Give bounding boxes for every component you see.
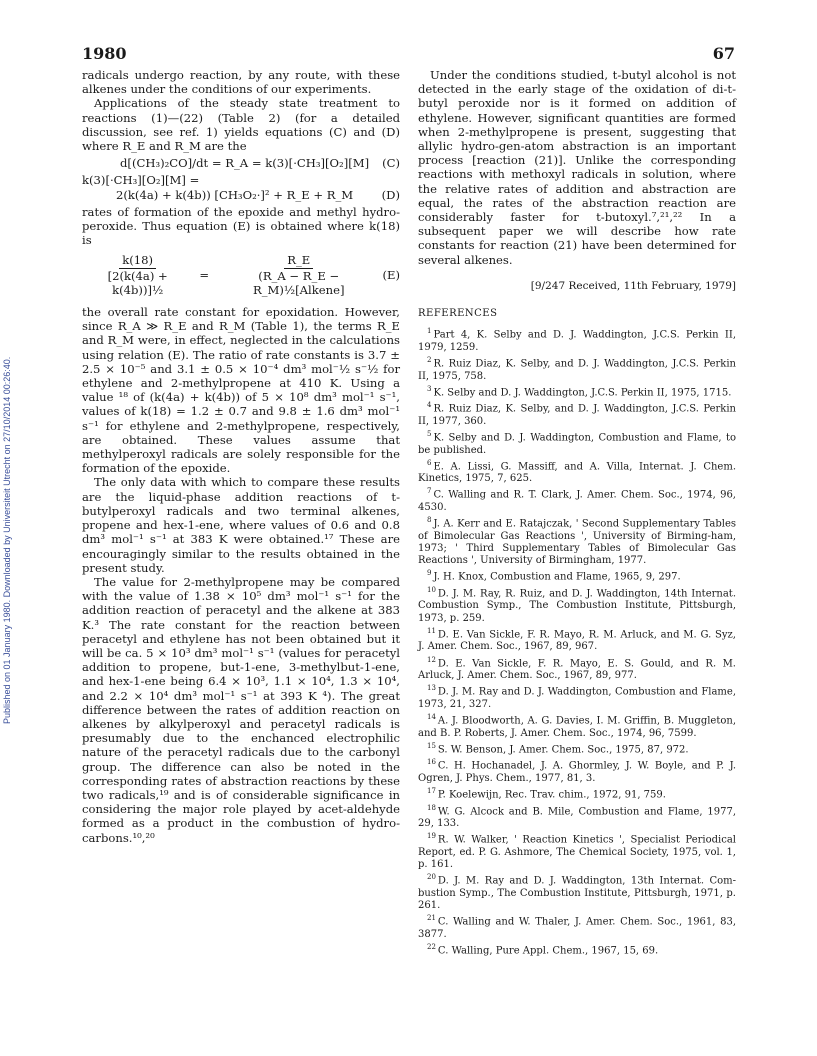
reference-text: K. Selby and D. J. Waddington, J.C.S. Perkin II, 1975, 1715. bbox=[433, 387, 732, 399]
equation-d bbox=[82, 173, 400, 201]
reference-text: R. W. Walker, ' Reaction Kinetics ', Specialist Periodical Report, ed. P. G. Ashmore, The Chemical Society, 1975, vol. 1, p. 161. bbox=[418, 834, 736, 870]
paragraph: rates of formation of the epoxide and methyl hydro-peroxide. Thus equation (E) is obtained where k(18) is bbox=[82, 204, 400, 248]
reference-number: 20 bbox=[427, 873, 436, 882]
reference-number: 1 bbox=[427, 327, 432, 336]
reference-item bbox=[418, 485, 736, 514]
reference-text: E. A. Lissi, G. Massiff, and A. Villa, Internat. J. Chem. Kinetics, 1975, 7, 625. bbox=[418, 461, 736, 485]
reference-text: P. Koelewijn, Rec. Trav. chim., 1972, 91, 759. bbox=[437, 789, 666, 801]
reference-item bbox=[418, 567, 736, 584]
reference-item bbox=[418, 871, 736, 912]
reference-item bbox=[418, 354, 736, 383]
equation-e bbox=[82, 253, 400, 297]
download-notice: Published on 01 January 1980. Downloaded by Universiteit Utrecht on 27/10/2014 00:26:40. bbox=[2, 356, 12, 724]
reference-item bbox=[418, 740, 736, 757]
reference-number: 5 bbox=[427, 429, 432, 438]
reference-number: 15 bbox=[427, 741, 436, 750]
reference-number: 8 bbox=[427, 516, 432, 525]
reference-text: J. A. Kerr and E. Ratajczak, ' Second Supplementary Tables of Bimolecular Gas Reactions ', University of Birming-ham, 1973; ' Third Supplementary Tables of Bimolecular Gas Reactions ', University of Birmingham, 1977. bbox=[418, 518, 736, 567]
reference-number: 22 bbox=[427, 942, 436, 951]
equation-c-label: (C) bbox=[382, 156, 400, 171]
paragraph: Applications of the steady state treatment to reactions (1)—(22) (Table 2) (for a detailed discussion, see ref. 1) yields equations (C) and (D) where R_E and R_M are the bbox=[82, 96, 400, 154]
reference-text: D. E. Van Sickle, F. R. Mayo, R. M. Arluck, and M. G. Syz, J. Amer. Chem. Soc., 1967, 89, 967. bbox=[418, 629, 736, 653]
reference-number: 6 bbox=[427, 458, 432, 467]
reference-text: A. J. Bloodworth, A. G. Davies, I. M. Griffin, B. Muggleton, and B. P. Roberts, J. Amer. Chem. Soc., 1974, 96, 7599. bbox=[418, 715, 736, 739]
equation-e-label: (E) bbox=[382, 268, 400, 283]
reference-item bbox=[418, 654, 736, 683]
reference-number: 21 bbox=[427, 914, 436, 923]
reference-item bbox=[418, 912, 736, 941]
reference-number: 7 bbox=[427, 487, 432, 496]
equation-e-lhs-denominator: [2(k(4a) + k(4b))]½ bbox=[107, 268, 168, 297]
reference-item bbox=[418, 830, 736, 871]
reference-item bbox=[418, 325, 736, 354]
right-column bbox=[418, 68, 736, 957]
equation-c-body: d[(CH₃)₂CO]/dt = R_A = k(3)[·CH₃][O₂][M] bbox=[120, 156, 370, 171]
reference-number: 3 bbox=[427, 384, 432, 393]
reference-item bbox=[418, 428, 736, 457]
equation-c bbox=[82, 156, 400, 170]
reference-item bbox=[418, 514, 736, 567]
equation-d-line1: k(3)[·CH₃][O₂][M] = bbox=[82, 173, 200, 188]
reference-item bbox=[418, 399, 736, 428]
reference-number: 4 bbox=[427, 401, 432, 410]
received-date: [9/247 Received, 11th February, 1979] bbox=[530, 279, 736, 292]
reference-item bbox=[418, 457, 736, 486]
equation-e-lhs bbox=[82, 253, 193, 297]
reference-text: D. J. M. Ray and D. J. Waddington, 13th Internat. Com-bustion Symp., The Combustion Institute, Pittsburgh, 1971, p. 261. bbox=[418, 875, 736, 911]
reference-number: 10 bbox=[427, 585, 436, 594]
reference-text: D. J. M. Ray, R. Ruiz, and D. J. Waddington, 14th Internat. Combustion Symp., The Combustion Institute, Pittsburgh, 1973, p. 259. bbox=[418, 588, 736, 624]
reference-number: 14 bbox=[427, 713, 436, 721]
reference-item bbox=[418, 941, 736, 958]
reference-number: 19 bbox=[427, 832, 436, 841]
equation-d-line2: 2(k(4a) + k(4b)) [CH₃O₂·]² + R_E + R_M bbox=[116, 187, 354, 202]
reference-number: 2 bbox=[427, 355, 432, 364]
reference-text: C. Walling and W. Thaler, J. Amer. Chem. Soc., 1961, 83, 3877. bbox=[418, 916, 736, 940]
references-heading: REFERENCES bbox=[418, 308, 498, 320]
header-year: 1980 bbox=[82, 44, 127, 63]
paragraph: Under the conditions studied, t-butyl alcohol is not detected in the early stage of the oxidation of di-t-butyl peroxide nor is it formed on addition of ethylene. However, significant quantities are formed when 2-methylpropene is present, suggesting that allylic hydro-gen-atom abstraction is an important process [reaction (21)]. Unlike the corresponding reactions with methoxyl radicals in solution, where the relative rates of addition and abstraction are equal, the rates of the abstraction reaction are considerably faster for t-butoxyl.⁷,²¹,²² In a subsequent paper we will describe how rate constants for reaction (21) have been determined for several alkenes. bbox=[418, 68, 736, 267]
download-sidebar bbox=[0, 0, 20, 1056]
paragraph: the overall rate constant for epoxidation. However, since R_A ≫ R_E and R_M (Table 1), the terms R_E and R_M were, in effect, neglected in the calculations using relation (E). The ratio of rate constants is 3.7 ± 2.5 × 10⁻⁵ and 3.1 ± 0.5 × 10⁻⁴ dm³ mol⁻½ s⁻½ for ethylene and 2-methylpropene at 410 K. Using a value ¹⁸ of (k(4a) + k(4b)) of 5 × 10⁸ dm³ mol⁻¹ s⁻¹, values of k(18) = 1.2 ± 0.7 and 9.8 ± 1.6 dm³ mol⁻¹ s⁻¹ for ethylene and 2-methylpropene, respectively, are obtained. These values assume that methylperoxyl radicals are solely responsible for the formation of the epoxide. bbox=[82, 305, 400, 476]
reference-item bbox=[418, 584, 736, 625]
reference-text: C. Walling and R. T. Clark, J. Amer. Chem. Soc., 1974, 96, 4530. bbox=[418, 489, 736, 513]
reference-text: C. Walling, Pure Appl. Chem., 1967, 15, 69. bbox=[437, 945, 659, 957]
reference-number: 11 bbox=[427, 626, 436, 635]
equation-d-label: (D) bbox=[381, 187, 400, 202]
left-column bbox=[82, 68, 400, 845]
paragraph: The value for 2-methylpropene may be compared with the value of 1.38 × 10⁵ dm³ mol⁻¹ s⁻¹ for the addition reaction of peracetyl and the alkene at 383 K.³ The rate constant for the reaction between peracetyl and ethylene has not been obtained but it will be ca. 5 × 10³ dm³ mol⁻¹ s⁻¹ (values for peracetyl addition to propene, but-1-ene, 3-methylbut-1-ene, and hex-1-ene being 6.4 × 10³, 1.1 × 10⁴, 1.3 × 10⁴, and 2.2 × 10⁴ dm³ mol⁻¹ s⁻¹ at 393 K ⁴). The great difference between the rates of addition reaction on alkenes by alkylperoxyl and peracetyl radicals is presumably due to the enchanced electrophilic nature of the peracetyl radicals due to the carbonyl group. The difference can also be noted in the corresponding rates of abstraction reactions by these two radicals,¹⁹ and is of considerable significance in considering the major role played by acet-aldehyde formed as a product in the combustion of hydro-carbons.¹⁰,²⁰ bbox=[82, 574, 400, 845]
reference-number: 18 bbox=[427, 803, 436, 812]
equation-e-lhs-numerator: k(18) bbox=[119, 253, 156, 268]
reference-text: R. Ruiz Diaz, K. Selby, and D. J. Waddington, J.C.S. Perkin II, 1975, 758. bbox=[418, 358, 736, 382]
paragraph: radicals undergo reaction, by any route, with these alkenes under the conditions of our experiments. bbox=[82, 68, 400, 97]
reference-number: 17 bbox=[427, 787, 436, 795]
equation-e-rhs-denominator: (R_A − R_E − R_M)½[Alkene] bbox=[253, 268, 345, 297]
reference-list bbox=[418, 325, 736, 957]
reference-text: S. W. Benson, J. Amer. Chem. Soc., 1975, 87, 972. bbox=[437, 744, 689, 756]
reference-text: R. Ruiz Diaz, K. Selby, and D. J. Waddington, J.C.S. Perkin II, 1977, 360. bbox=[418, 403, 736, 427]
reference-item bbox=[418, 383, 736, 400]
reference-item bbox=[418, 711, 736, 740]
paragraph: The only data with which to compare these results are the liquid-phase addition reactions of t-butylperoxyl radicals and two terminal alkenes, propene and hex-1-ene, where values of 0.6 and 0.8 dm³ mol⁻¹ s⁻¹ at 383 K were obtained.¹⁷ These are encouragingly similar to the results obtained in the present study. bbox=[82, 475, 400, 575]
reference-number: 9 bbox=[427, 569, 432, 578]
reference-text: D. J. M. Ray and D. J. Waddington, Combustion and Flame, 1973, 21, 327. bbox=[418, 686, 736, 710]
reference-number: 12 bbox=[427, 655, 436, 664]
reference-item bbox=[418, 802, 736, 831]
equation-e-rhs bbox=[215, 253, 382, 297]
reference-text: W. G. Alcock and B. Mile, Combustion and Flame, 1977, 29, 133. bbox=[418, 805, 736, 830]
reference-item bbox=[418, 756, 736, 785]
reference-item bbox=[418, 682, 736, 711]
reference-number: 13 bbox=[427, 684, 436, 693]
reference-text: K. Selby and D. J. Waddington, Combustion and Flame, to be published. bbox=[418, 432, 736, 456]
reference-text: Part 4, K. Selby and D. J. Waddington, J.C.S. Perkin II, 1979, 1259. bbox=[418, 329, 736, 353]
reference-text: J. H. Knox, Combustion and Flame, 1965, 9, 297. bbox=[433, 571, 681, 583]
reference-number: 16 bbox=[427, 758, 436, 767]
page-number: 67 bbox=[712, 44, 735, 63]
reference-item bbox=[418, 625, 736, 654]
reference-text: D. E. Van Sickle, F. R. Mayo, E. S. Gould, and R. M. Arluck, J. Amer. Chem. Soc., 1967, 89, 977. bbox=[418, 657, 736, 682]
reference-text: C. H. Hochanadel, J. A. Ghormley, J. W. Boyle, and P. J. Ogren, J. Phys. Chem., 1977, 81, 3. bbox=[418, 760, 736, 784]
equals-sign: = bbox=[199, 268, 210, 283]
equation-e-rhs-numerator: R_E bbox=[284, 253, 313, 268]
reference-item bbox=[418, 785, 736, 802]
